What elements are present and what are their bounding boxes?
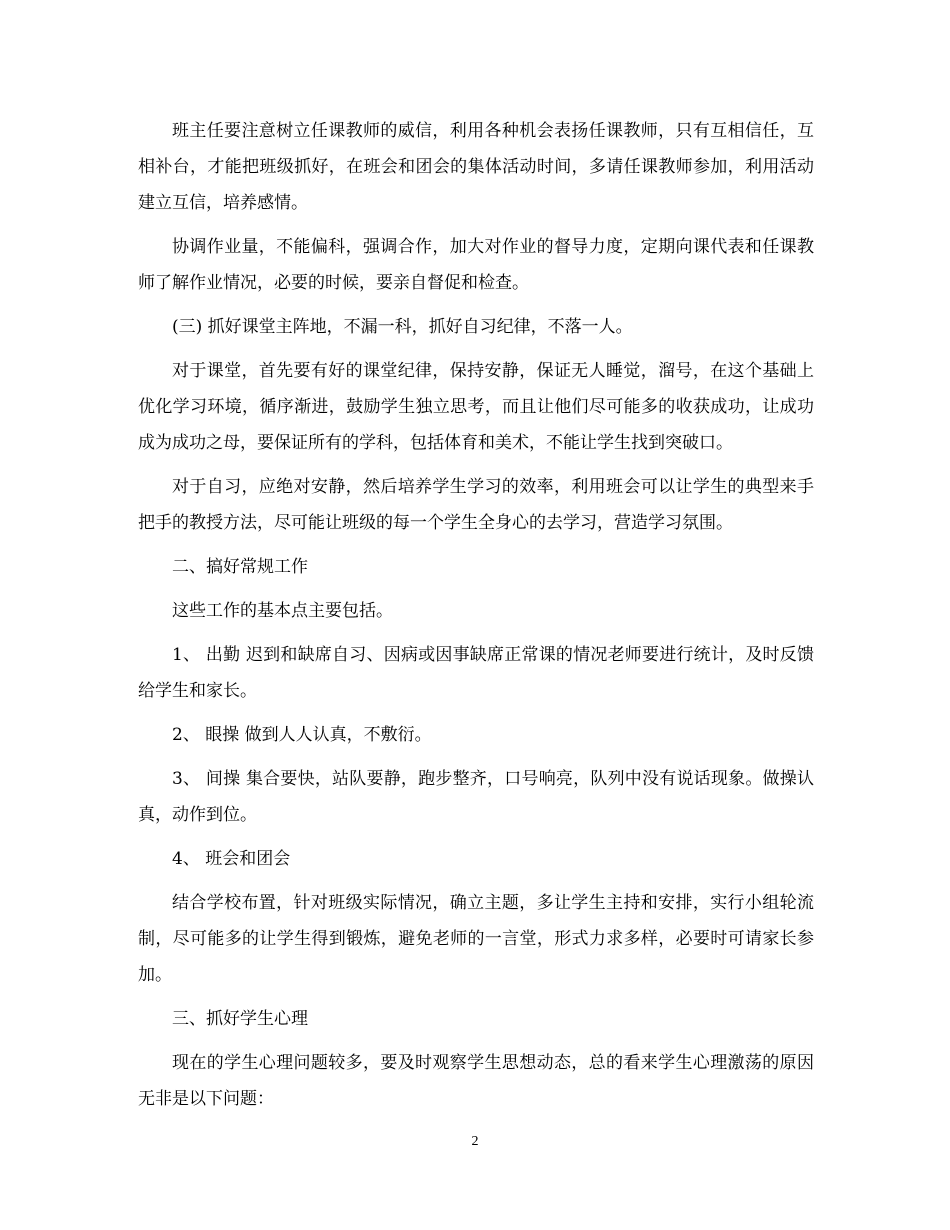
- paragraph: 现在的学生心理问题较多，要及时观察学生思想动态，总的看来学生心理激荡的原因无非是以下问题：: [138, 1053, 814, 1109]
- list-item: 3、 间操 集合要快，站队要静，跑步整齐，口号响亮，队列中没有说话现象。做操认真，动作到位。: [138, 769, 814, 825]
- list-item: 4、 班会和团会: [172, 849, 291, 869]
- document-body: [138, 113, 814, 1125]
- section-heading: 二、搞好常规工作: [172, 557, 308, 577]
- paragraph: 这些工作的基本点主要包括。: [172, 601, 393, 621]
- paragraph: 班主任要注意树立任课教师的威信，利用各种机会表扬任课教师，只有互相信任，互相补台，才能把班级抓好，在班会和团会的集体活动时间，多请任课教师参加，利用活动建立互信，培养感情。: [138, 121, 814, 213]
- section-heading: 三、抓好学生心理: [172, 1009, 308, 1029]
- paragraph: 对于课堂，首先要有好的课堂纪律，保持安静，保证无人睡觉，溜号，在这个基础上优化学习环境，循序渐进，鼓励学生独立思考，而且让他们尽可能多的收获成功，让成功成为成功之母，要保证所有的学科，包括体育和美术，不能让学生找到突破口。: [138, 361, 814, 453]
- paragraph: 协调作业量，不能偏科，强调合作，加大对作业的督导力度，定期向课代表和任课教师了解作业情况，必要的时候，要亲自督促和检查。: [138, 237, 814, 293]
- page-number: 2: [471, 1134, 479, 1149]
- paragraph: 对于自习，应绝对安静，然后培养学生学习的效率，利用班会可以让学生的典型来手把手的教授方法，尽可能让班级的每一个学生全身心的去学习，营造学习氛围。: [138, 477, 814, 533]
- section-heading: (三) 抓好课堂主阵地，不漏一科，抓好自习纪律，不落一人。: [172, 317, 633, 337]
- paragraph: 结合学校布置，针对班级实际情况，确立主题，多让学生主持和安排，实行小组轮流制，尽可能多的让学生得到锻炼，避免老师的一言堂，形式力求多样，必要时可请家长参加。: [138, 893, 814, 985]
- list-item: 2、 眼操 做到人人认真，不敷衍。: [172, 725, 432, 745]
- list-item: 1、 出勤 迟到和缺席自习、因病或因事缺席正常课的情况老师要进行统计，及时反馈给学生和家长。: [138, 645, 814, 701]
